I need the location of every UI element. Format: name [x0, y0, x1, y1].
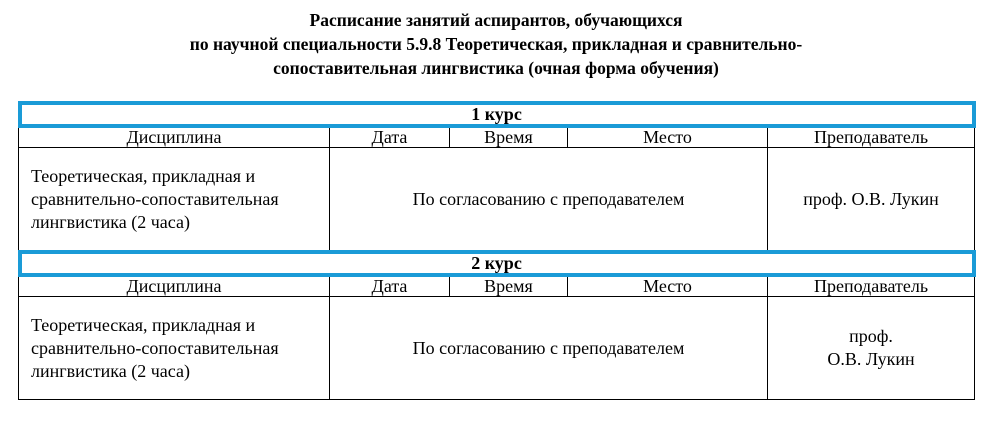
header-discipline: Дисциплина — [19, 276, 330, 297]
title-line-1: Расписание занятий аспирантов, обучающихся — [309, 10, 683, 30]
column-header-row — [19, 127, 975, 148]
header-teacher: Преподаватель — [768, 276, 975, 297]
page-title — [0, 8, 992, 80]
schedule-cell: По согласованию с преподавателем — [330, 148, 768, 251]
header-discipline: Дисциплина — [19, 127, 330, 148]
title-line-3: сопоставительная лингвистика (очная форма обучения) — [273, 58, 719, 78]
header-time: Время — [450, 276, 568, 297]
header-date: Дата — [330, 127, 450, 148]
schedule-table — [18, 101, 975, 400]
table-row — [19, 148, 975, 251]
column-header-row — [19, 276, 975, 297]
teacher-name: О.В. Лукин — [827, 349, 915, 369]
discipline-cell: Теоретическая, прикладная и сравнительно-сопоставительная лингвистика (2 часа) — [19, 297, 330, 400]
header-place: Место — [568, 127, 768, 148]
course-label: 1 курс — [19, 102, 975, 127]
course-header-row — [19, 102, 975, 127]
header-teacher: Преподаватель — [768, 127, 975, 148]
schedule-cell: По согласованию с преподавателем — [330, 297, 768, 400]
course-label: 2 курс — [19, 251, 975, 276]
teacher-cell — [768, 297, 975, 400]
discipline-cell: Теоретическая, прикладная и сравнительно-сопоставительная лингвистика (2 часа) — [19, 148, 330, 251]
header-time: Время — [450, 127, 568, 148]
teacher-cell: проф. О.В. Лукин — [768, 148, 975, 251]
title-line-2: по научной специальности 5.9.8 Теоретическая, прикладная и сравнительно- — [189, 34, 803, 54]
header-date: Дата — [330, 276, 450, 297]
teacher-title: проф. — [849, 326, 893, 346]
header-place: Место — [568, 276, 768, 297]
course-header-row — [19, 251, 975, 276]
table-row — [19, 297, 975, 400]
